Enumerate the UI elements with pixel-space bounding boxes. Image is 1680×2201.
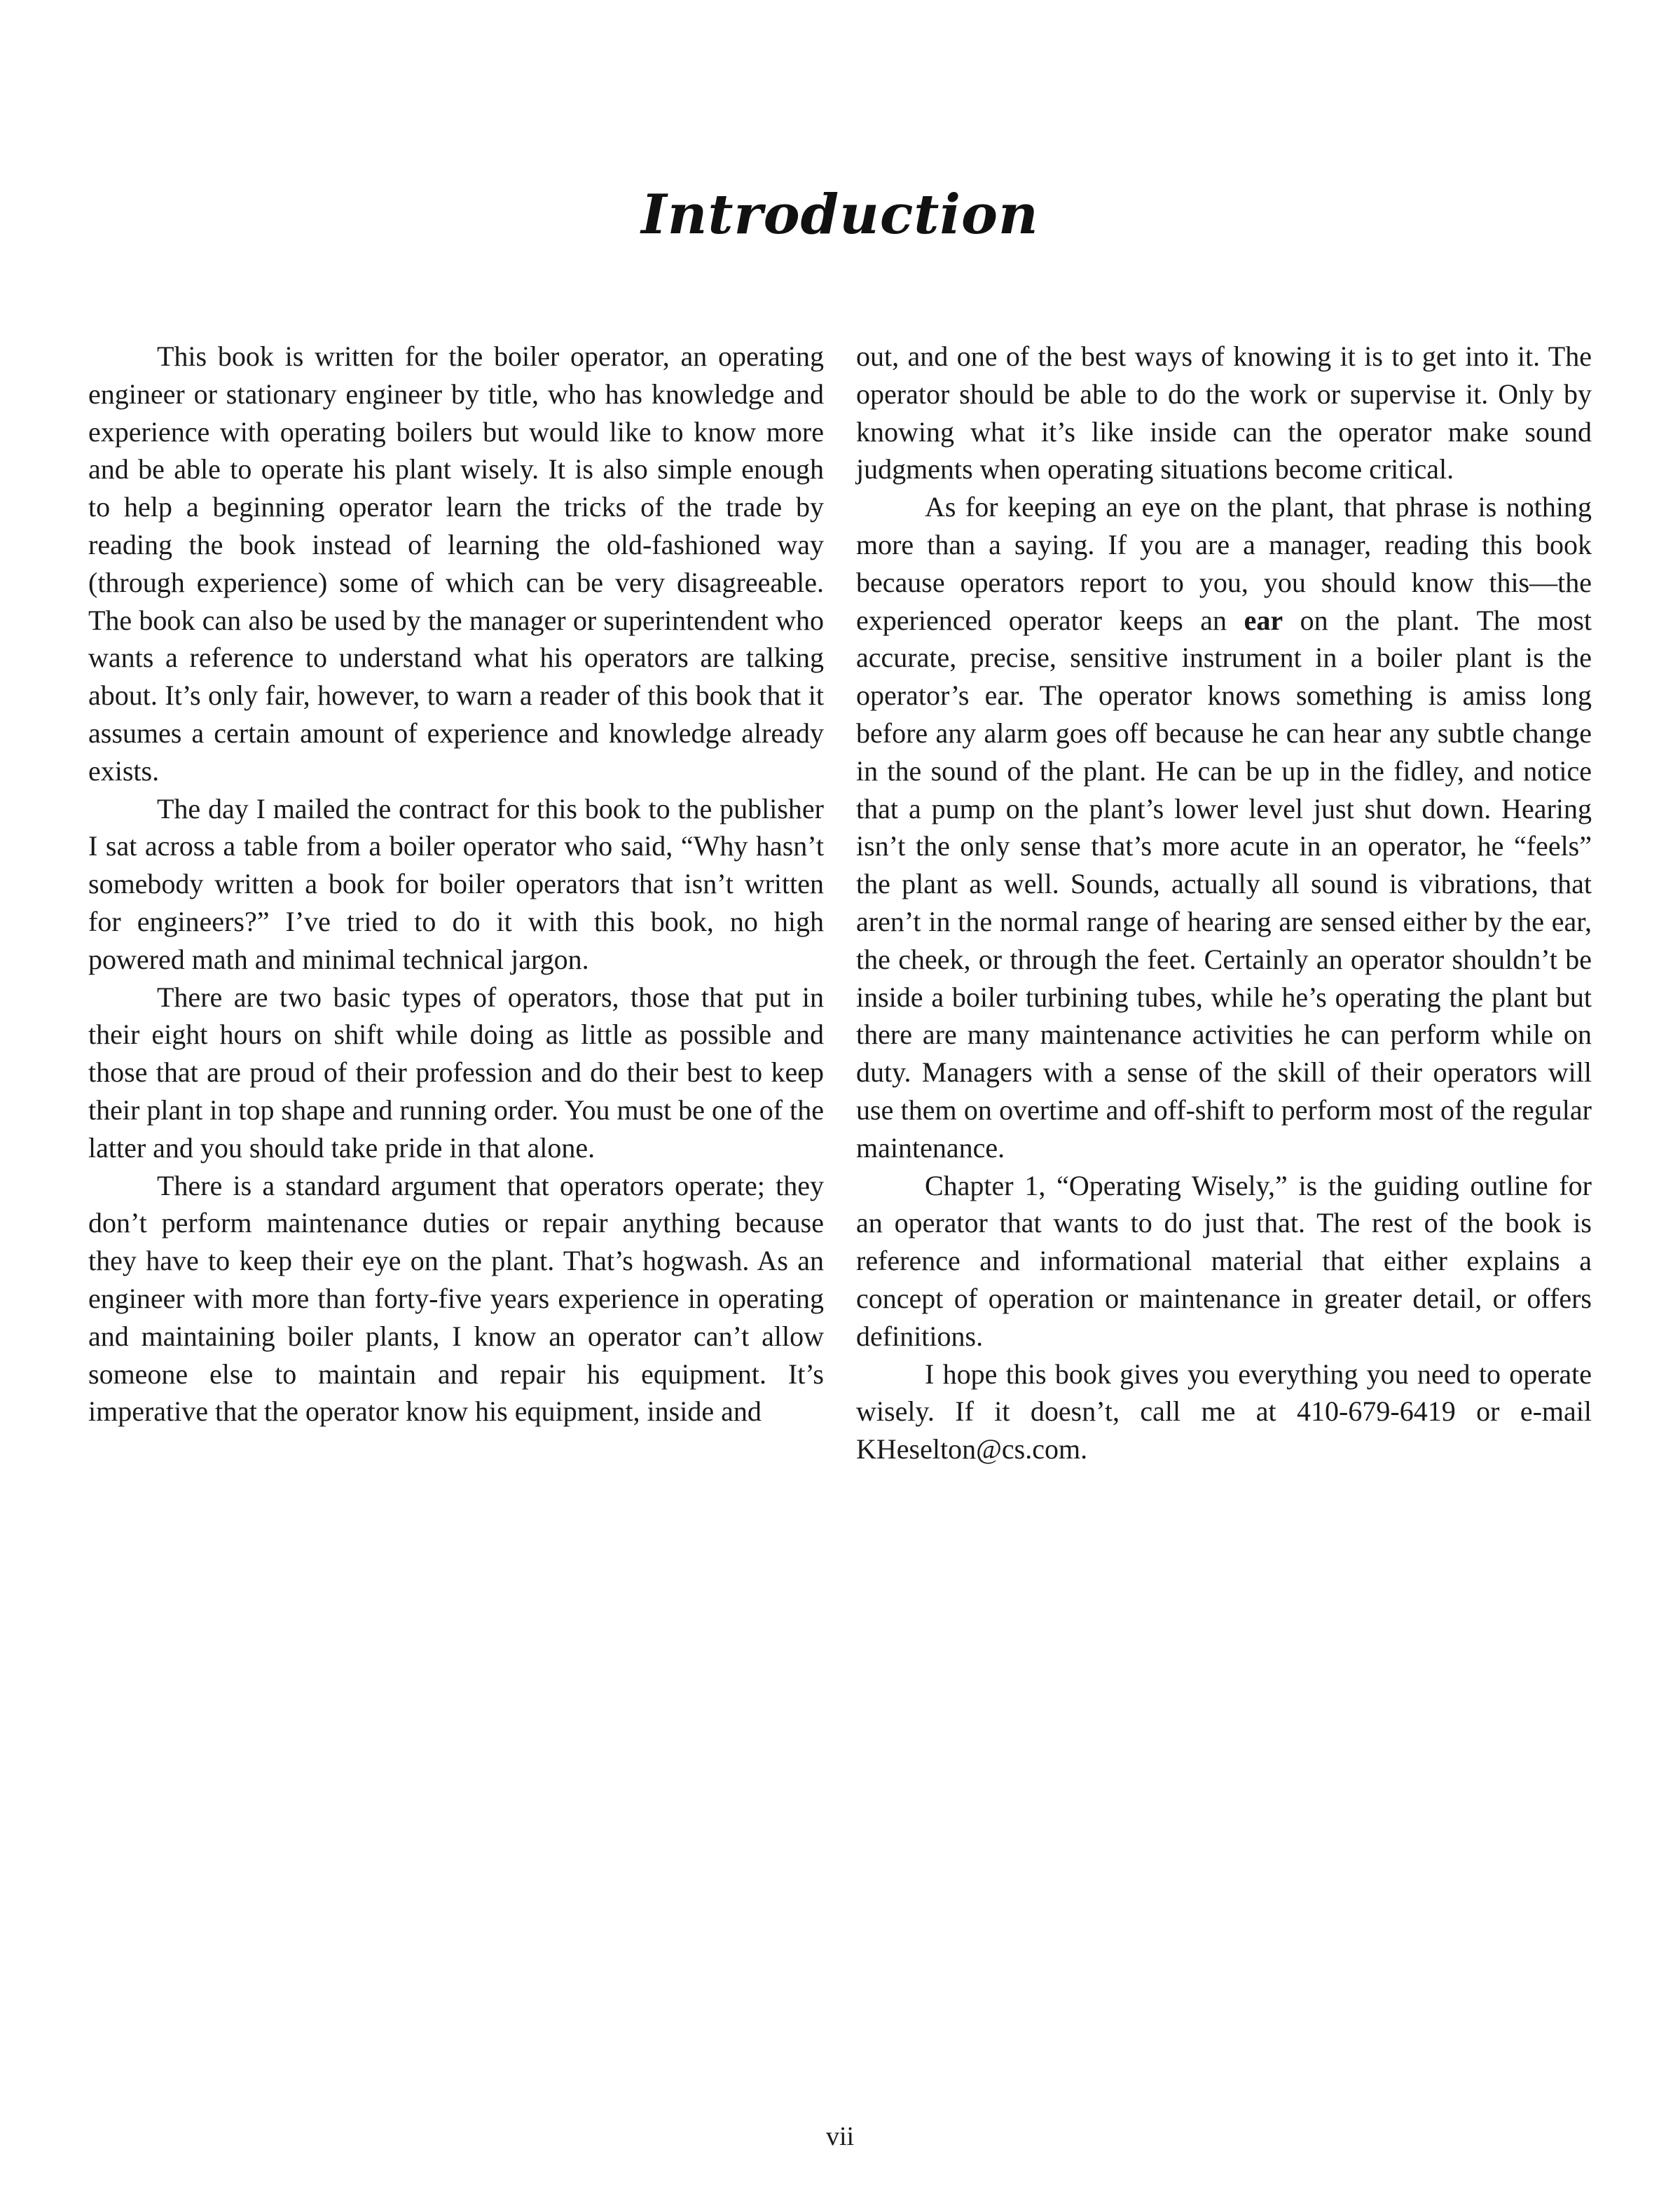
right-column <box>856 338 1592 1468</box>
paragraph-keeping-an-eye <box>856 488 1592 1166</box>
paragraph-contact: I hope this book gives you everything you need to operate wisely. If it doesn’t, call me at 410-679-6419 or e-mail KHeselton@cs.com. <box>856 1358 1592 1465</box>
left-column <box>88 338 824 1430</box>
paragraph-intro: This book is written for the boiler operator, an operating engineer or stationary engineer by title, who has knowledge and experience with operating boilers but would like to know more and be able to operate his plant wisely. It is also simple enough to help a beginning operator learn the tricks of the trade by reading the book instead of learning the old-fashioned way (through experience) some of which can be very disagreeable. The book can also be used by the manager or superintendent who wants a reference to understand what his operators are talking about. It’s only fair, however, to warn a reader of this book that it assumes a certain amount of experience and knowledge already exists. <box>88 340 824 787</box>
paragraph-operator-types: There are two basic types of operators, those that put in their eight hours on shift while doing as little as possible and those that are proud of their profession and do their best to keep their plant in top shape and running order. You must be one of the latter and you should take pride in that alone. <box>88 981 824 1164</box>
paragraph-contract-anecdote: The day I mailed the contract for this book to the publisher I sat across a table from a boiler operator who said, “Why hasn’t somebody written a book for boiler operators that isn’t written for engineers?” I’ve tried to do it with this book, no high powered math and minimal technical jargon. <box>88 792 824 975</box>
page-number: vii <box>825 2122 855 2151</box>
paragraph-chapter-outline: Chapter 1, “Operating Wisely,” is the guiding outline for an operator that wants to do just that. The rest of the book is reference and informational material that either explains a concept of operation or maintenance in greater detail, or offers definitions. <box>856 1169 1592 1352</box>
keeping-an-eye-text-after: on the plant. The most accurate, precise, sensitive instrument in a boiler plant is the operator’s ear. The operator knows something is amiss long before any alarm goes off because he can hear any subtle change in the sound of the plant. He can be up in the fidley, and notice that a pump on the plant’s lower level just shut down. Hearing isn’t the only sense that’s more acute in an operator, he “feels” the plant as well. Sounds, actually all sound is vibrations, that aren’t in the normal range of hearing are sensed either by the ear, the cheek, or through the feet. Certainly an operator shouldn’t be inside a boiler turbining tubes, while he’s operating the plant but there are many maintenance activities he can perform while on duty. Managers with a sense of the skill of their operators will use them on overtime and off-shift to perform most of the regular maintenance. <box>856 604 1592 1164</box>
keeping-an-eye-text-before: As for keeping an eye on the plant, that phrase is nothing more than a saying. If you are a manager, reading this book because operators report to you, you should know this—the experienced operator keeps an <box>856 491 1592 636</box>
paragraph-maintenance-argument: There is a standard argument that operators operate; they don’t perform maintenance duties or repair anything because they have to keep their eye on the plant. That’s hogwash. As an engineer with more than forty-five years experience in operating and maintaining boiler plants, I know an operator can’t allow someone else to maintain and repair his equipment. It’s imperative that the operator know his equipment, inside and <box>88 1169 824 1428</box>
paragraph-continuation: out, and one of the best ways of knowing it is to get into it. The operator should be able to do the work or supervise it. Only by knowing what it’s like inside can the operator make sound judgments when operating situations become critical. <box>856 340 1592 485</box>
page-title: Introduction <box>641 183 1039 247</box>
emphasized-word-ear: ear <box>1244 604 1283 636</box>
